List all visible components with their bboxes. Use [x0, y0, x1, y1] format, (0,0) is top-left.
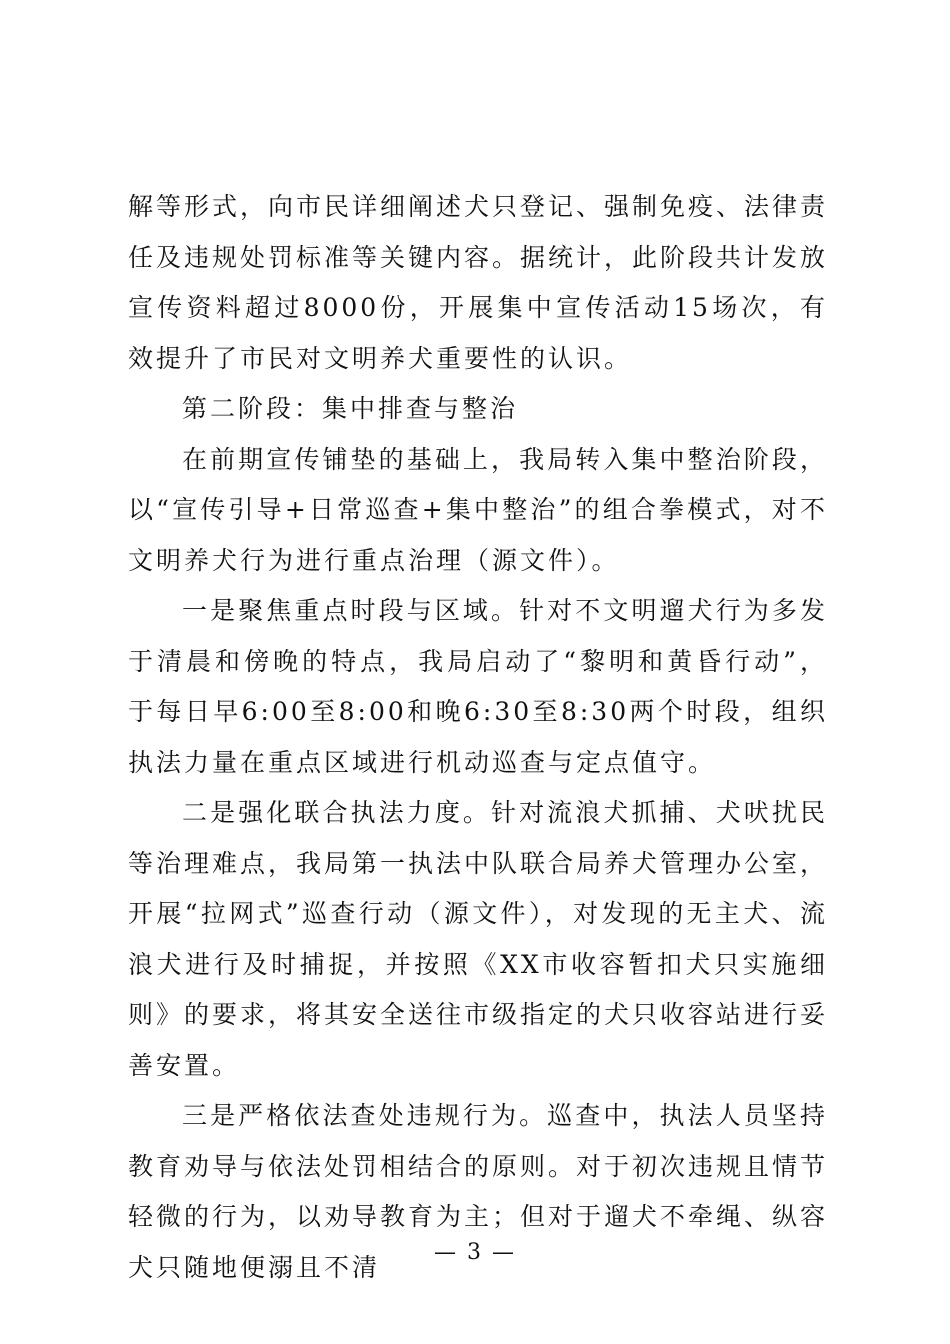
page-number: — 3 —	[434, 1240, 516, 1265]
paragraph-point-three: 三是严格依法查处违规行为。巡查中，执法人员坚持教育劝导与依法处罚相结合的原则。对于初次违规且情节轻微的行为，以劝导教育为主；但对于遛犬不牵绳、纵容犬只随地便溺且不清	[128, 1101, 829, 1282]
body-text	[128, 182, 828, 1293]
paragraph-point-two: 二是强化联合执法力度。针对流浪犬抓捕、犬吠扰民等治理难点，我局第一执法中队联合局养犬管理办公室，开展“拉网式”巡查行动（源文件），对发现的无主犬、流浪犬进行及时捕捉，并按照《XX市收容暂扣犬只实施细则》的要求，将其安全送往市级指定的犬只收容站进行妥善安置。	[128, 798, 829, 1080]
paragraph-point-one: 一是聚焦重点时段与区域。针对不文明遛犬行为多发于清晨和傍晚的特点，我局启动了“黎明和黄昏行动”，于每日早6:00至8:00和晚6:30至8:30两个时段，组织执法力量在重点区域进行机动巡查与定点值守。	[128, 596, 828, 777]
paragraph-stage-two-intro: 在前期宣传铺垫的基础上，我局转入集中整治阶段，以“宣传引导+日常巡查+集中整治”的组合拳模式，对不文明养犬行为进行重点治理（源文件）。	[128, 444, 828, 575]
section-heading-stage-two: 第二阶段：集中排查与整治	[182, 394, 519, 423]
paragraph-continuation: 解等形式，向市民详细阐述犬只登记、强制免疫、法律责任及违规处罚标准等关键内容。据统计，此阶段共计发放宣传资料超过8000份，开展集中宣传活动15场次，有效提升了市民对文明养犬重要性的认识。	[128, 192, 829, 373]
